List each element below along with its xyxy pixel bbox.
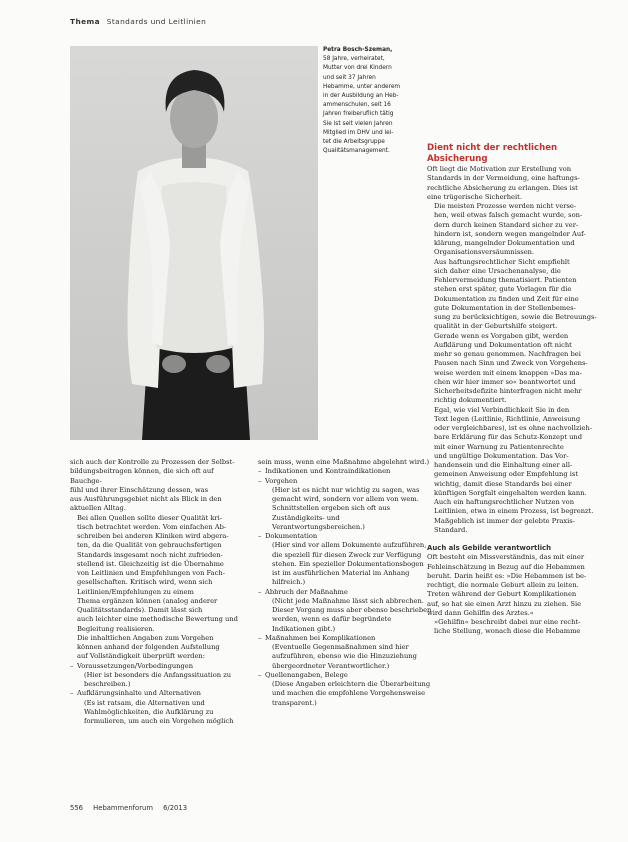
checklist xyxy=(258,467,432,708)
text-line: Treten während der Geburt Komplikationen xyxy=(427,590,577,599)
text-line: Aufklärung und Dokumentation oft nicht xyxy=(434,340,572,349)
text-line: Qualitätsstandards). Damit lässt sich xyxy=(77,606,203,614)
text-line: Die inhaltlichen Angaben zum Vorgehen xyxy=(77,633,214,642)
text-line: aktuellen Alltag. xyxy=(70,504,126,513)
portrait-image xyxy=(70,46,318,440)
text-line: Die meisten Prozesse werden nicht verse- xyxy=(434,202,577,210)
caption-line: in der Ausbildung an Heb- xyxy=(323,93,399,100)
text-line: qualität in der Geburtshilfe steigert. xyxy=(434,322,558,331)
list-item-note: (Eventuelle Gegenmaßnahmen sind hier aufzuführen, ebenso wie die Hinzuziehung übergeordneter Verantwortlicher.) xyxy=(272,643,417,670)
list-item-note: (Nicht jede Maßnahme lässt sich abbrechen. Dieser Vorgang muss aber ebenso beschrieben werden, wenn es dafür begründete Indikationen gibt.) xyxy=(272,596,432,633)
list-item-note: (Hier sind vor allem Dokumente aufzuführen, die speziell für diesen Zweck zur Verfügung stehen. Ein spezieller Dokumentationsbogen ist im ausführlichen Material im Anhang hilfreich.) xyxy=(272,541,427,587)
text-line: auf Vollständigkeit überprüft werden: xyxy=(77,652,205,661)
text-column-middle xyxy=(258,458,432,708)
text-column-left xyxy=(70,458,246,726)
text-line: beruht. Darin heißt es: »Die Hebammen ist be- xyxy=(427,571,587,580)
text-line: »Gehilfin« beschreibt dabei nur eine recht- xyxy=(434,618,581,626)
text-line: Pausen nach Sinn und Zweck von Vorgehens- xyxy=(434,359,588,368)
list-item-label: Voraussetzungen/Vorbedingungen xyxy=(77,661,194,670)
text-line: Sicherheitsdefizite hinterfragen nicht mehr xyxy=(434,387,582,395)
list-item-label: Aufklärungsinhalte und Alternativen xyxy=(77,689,201,698)
text-line: stellend ist. Gleichzeitig ist die Übernahme xyxy=(77,559,224,568)
text-line: schreiben bei anderen Kliniken wird abgera- xyxy=(77,532,229,540)
text-line: stehen erst später, gute Vorlagen für die xyxy=(434,285,572,294)
text-line: sich daher eine Ursachenanalyse, die xyxy=(434,266,561,275)
list-item xyxy=(70,689,246,726)
list-item-label: Vorgehen xyxy=(265,476,298,485)
journal-name: Hebammenforum xyxy=(93,804,153,812)
text-line: Standards insgesamt noch nicht zufrieden- xyxy=(77,550,223,559)
text-line: Leitlinien, etwa in einem Prozess, ist begrenzt. xyxy=(434,507,594,516)
list-item-label: Quellenangaben, Belege xyxy=(265,670,348,679)
paragraph xyxy=(427,332,600,406)
text-line: auf, so hat sie einen Arzt hinzu zu ziehen. Sie xyxy=(427,599,582,608)
portrait-photo xyxy=(70,46,318,440)
text-line: gemeinen Anweisung oder Empfehlung ist xyxy=(434,470,579,479)
text-line: hindern ist, sondern wegen mangelnder Auf- xyxy=(434,229,586,238)
text-line: bare Erklärung für das Schutz-Konzept und xyxy=(434,433,582,442)
text-line: Thema ergänzen können (analog anderer xyxy=(77,596,218,605)
text-line: richtig dokumentiert. xyxy=(434,396,507,405)
list-item-label: Maßnahmen bei Komplikationen xyxy=(265,633,376,642)
text-line: Egal, wie viel Verbindlichkeit Sie in den xyxy=(434,405,570,414)
text-line: dern durch keinen Standard sicher zu ver- xyxy=(434,220,579,229)
list-item xyxy=(258,532,432,588)
caption-line: Hebamme, unter anderem xyxy=(323,83,401,90)
text-line: weise werden mit einem knappen »Das ma- xyxy=(434,368,582,377)
text-line: klärung, mangelnder Dokumentation und xyxy=(434,239,575,247)
caption-line: ammenschulen, seit 16 xyxy=(323,102,391,109)
paragraph xyxy=(70,514,246,634)
text-line: sein muss, wenn eine Maßnahme abgelehnt wird.) xyxy=(258,458,430,466)
caption-line: Qualitätsmanagement. xyxy=(323,148,390,155)
page-footer xyxy=(70,804,195,812)
text-line: liche Stellung, wonach diese die Hebamme xyxy=(434,627,581,636)
text-line: künftigen Sorgfalt eingehalten werden kann. xyxy=(434,488,587,497)
text-line: fühl und ihrer Einschätzung dessen, was xyxy=(70,485,209,494)
paragraph xyxy=(427,406,600,499)
page-number: 556 xyxy=(70,804,83,812)
section-subheading: Auch als Gebilde verantwortlich xyxy=(427,544,552,552)
checklist xyxy=(70,662,246,727)
text-line: Text legen (Leitlinie, Richtlinie, Anweisung xyxy=(434,414,581,423)
text-line: sung zu berücksichtigen, sowie die Betreuungs- xyxy=(434,313,597,321)
list-item-label: Dokumentation xyxy=(265,532,318,540)
text-column-right xyxy=(427,143,600,637)
caption-line: Sie ist seit vielen Jahren xyxy=(323,120,393,127)
list-item-label: Indikationen und Kontraindikationen xyxy=(265,467,391,476)
list-item-note: (Hier ist es nicht nur wichtig zu sagen, was gemacht wird, sondern vor allem von wem. Schnittstellen ergeben sich oft aus Zuständigkeits- und Verantwortungsbereichen.) xyxy=(272,485,420,531)
text-line: gesellschaften. Kritisch wird, wenn sich xyxy=(77,578,213,587)
paragraph xyxy=(70,634,246,662)
list-item xyxy=(258,671,432,708)
running-header xyxy=(70,17,206,26)
text-line: Auch ein haftungsrechtlicher Nutzen von xyxy=(434,498,575,506)
text-line: ten, da die Qualität von gebrauchsfertigen xyxy=(77,541,222,550)
text-line: hen, weil etwas falsch gemacht wurde, son- xyxy=(434,211,583,220)
text-line: bildungsbeitragen können, die sich oft auf Bauchge- xyxy=(70,467,214,485)
list-item xyxy=(258,634,432,671)
caption-line: 58 Jahre, verheiratet, xyxy=(323,56,385,63)
text-line: tisch betrachtet werden. Vom einfachen Ab- xyxy=(77,522,227,531)
text-line: mit einer Warnung zu Patientenrechte xyxy=(434,442,564,451)
paragraph xyxy=(427,258,600,332)
text-line: rechtliche Absicherung zu erlangen. Dies ist xyxy=(427,183,578,192)
text-line: Fehleinschätzung in Bezug auf die Hebammen xyxy=(427,562,585,571)
text-line: chen wir hier immer so« beantwortet und xyxy=(434,377,576,386)
text-line: Oft besteht ein Missverständnis, das mit einer xyxy=(427,553,585,562)
text-line: auch leichter eine methodische Bewertung und xyxy=(77,615,238,624)
text-line: Dokumentation zu finden und Zeit für eine xyxy=(434,294,579,303)
caption-name: Petra Bosch-Szeman, xyxy=(323,47,393,53)
paragraph xyxy=(427,498,600,535)
text-line: Fehlervermeidung thematisiert. Patienten xyxy=(434,276,577,284)
list-item xyxy=(70,662,246,690)
list-item xyxy=(258,477,432,533)
text-line: oder vergleichbares), ist es ohne nachvollzieh- xyxy=(434,424,593,432)
text-line: Standard. xyxy=(434,525,468,534)
text-line: eine trügerische Sicherheit. xyxy=(427,192,522,201)
text-line: Standards in der Vermeidung, eine haftungs- xyxy=(427,174,580,183)
list-item xyxy=(258,588,432,634)
text-line: mehr so genau genommen. Nachfragen bei xyxy=(434,350,581,358)
list-item-note: (Es ist ratsam, die Alternativen und Wahlmöglichkeiten, die Aufklärung zu formulieren, um auch ein Vorgehen möglich xyxy=(84,698,234,725)
text-line: rechtigt, die normale Geburt allein zu leiten. xyxy=(427,581,579,589)
caption-line: und seit 37 Jahren xyxy=(323,74,376,81)
issue-number: 6/2013 xyxy=(163,804,188,812)
caption-line: Jahren freiberuflich tätig xyxy=(323,111,394,118)
caption-line: tet die Arbeitsgruppe xyxy=(323,139,385,146)
text-line: Begleitung realisieren. xyxy=(77,624,155,633)
text-line: Oft liegt die Motivation zur Erstellung von xyxy=(427,165,572,173)
paragraph xyxy=(427,202,600,258)
text-line: wird dann Gehilfin des Arztes.« xyxy=(427,608,534,617)
text-line: von Leitlinien und Empfehlungen von Fach- xyxy=(77,569,225,577)
text-line: aus Ausführungsgebiet nicht als Blick in den xyxy=(70,495,222,503)
section-heading: Dient nicht der rechtlichen Absicherung xyxy=(427,143,558,164)
text-line: und ungültige Dokumentation. Das Vor- xyxy=(434,451,569,460)
text-line: Leitlinien/Empfehlungen zu einem xyxy=(77,587,194,596)
list-item-note: (Diese Angaben erleichtern die Überarbeitung und machen die empfohlene Vorgehensweise transparent.) xyxy=(272,680,431,707)
paragraph xyxy=(427,553,600,618)
caption-line: Mitglied im DHV und lei- xyxy=(323,129,394,136)
text-line: Aus haftungsrechtlicher Sicht empfiehlt xyxy=(434,257,570,266)
header-section: Thema xyxy=(70,17,101,26)
paragraph xyxy=(427,618,600,637)
text-line: Gerade wenn es Vorgaben gibt, werden xyxy=(434,331,569,340)
header-title: Standards und Leitlinien xyxy=(106,17,207,26)
text-line: gute Dokumentation in der Stellenbemes- xyxy=(434,303,576,312)
text-line: Bei allen Quellen sollte dieser Qualität kri- xyxy=(77,513,222,522)
paragraph xyxy=(427,165,600,202)
text-line: wichtig, damit diese Standards bei einer xyxy=(434,479,572,488)
list-item xyxy=(258,467,432,476)
text-line: handensein und die Einhaltung einer all- xyxy=(434,461,573,469)
text-line: können anhand der folgenden Aufstellung xyxy=(77,643,220,651)
paragraph xyxy=(70,458,246,514)
list-item-note: (Hier ist besonders die Anfangssituation zu beschreiben.) xyxy=(84,670,232,688)
caption-line: Mutter von drei Kindern xyxy=(323,65,392,72)
text-line: sich auch der Kontrolle zu Prozessen der Selbst- xyxy=(70,458,235,466)
list-item-label: Abbruch der Maßnahme xyxy=(265,587,348,596)
text-line: Maßgeblich ist immer der gelebte Praxis- xyxy=(434,516,575,525)
photo-caption xyxy=(323,46,413,156)
text-line: Organisationsversäumnissen. xyxy=(434,248,535,257)
